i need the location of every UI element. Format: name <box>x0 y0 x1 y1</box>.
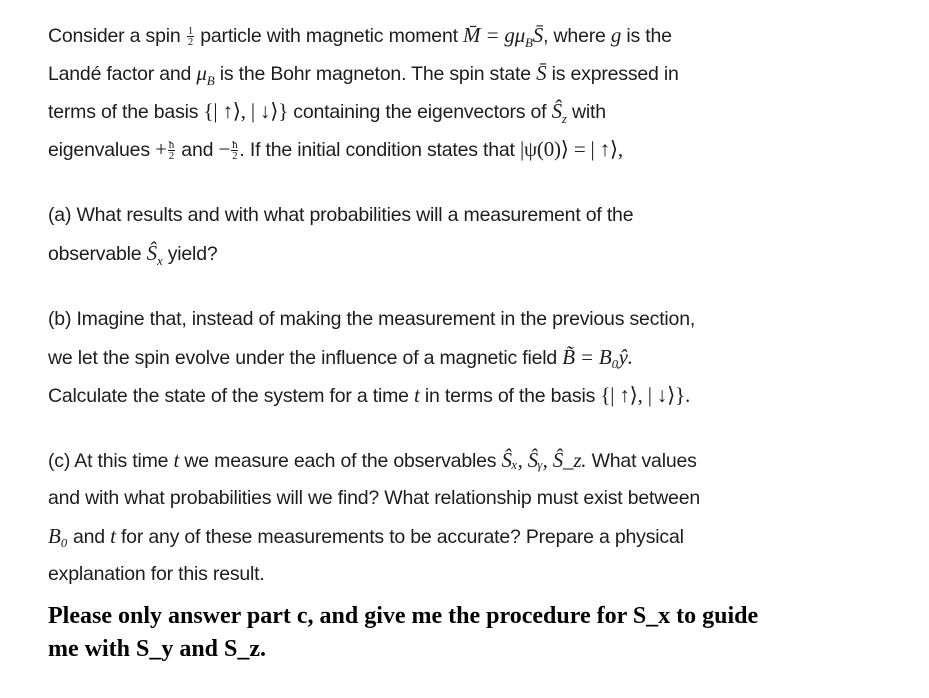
request-line-2: me with S_y and S_z. <box>48 636 267 662</box>
intro-line-3 <box>48 92 908 130</box>
part-c-line-4 <box>48 555 908 593</box>
time-variable: t <box>110 524 116 548</box>
user-request <box>48 600 908 666</box>
b0-variable: B₀ <box>48 524 68 548</box>
observables-list: Ŝₓ, Ŝᵧ, Ŝ_z. <box>501 448 587 472</box>
time-variable: t <box>414 383 420 407</box>
plus-sign: + <box>155 137 167 161</box>
part-c-text: for any of these measurements to be accurate? Prepare a physical <box>120 526 684 548</box>
intro-text: terms of the basis <box>48 101 199 123</box>
intro-text: Landé factor and <box>48 63 192 85</box>
basis-set: {| ↑⟩, | ↓⟩} <box>203 99 289 123</box>
part-a-line-1 <box>48 196 908 234</box>
part-c-text: (c) At this time <box>48 450 169 472</box>
basis-set: {| ↑⟩, | ↓⟩}. <box>600 383 690 407</box>
intro-line-2 <box>48 54 908 92</box>
half-fraction: $\frac{1}{2}$ <box>187 25 194 49</box>
intro-line-4 <box>48 130 908 168</box>
part-a-line-2 <box>48 234 908 272</box>
intro-paragraph <box>48 16 908 168</box>
part-b-line-2 <box>48 338 908 376</box>
intro-text: , where <box>543 25 606 47</box>
magnetic-field-eq: B̃ = B₀ŷ. <box>562 345 633 369</box>
part-c-text: explanation for this result. <box>48 563 265 585</box>
part-c-text: and <box>72 526 105 548</box>
part-b-paragraph <box>48 300 908 414</box>
initial-state: |ψ(0)⟩ = | ↑⟩, <box>519 137 623 161</box>
part-a-paragraph <box>48 196 908 272</box>
intro-text: eigenvalues <box>48 139 150 161</box>
part-c-text: and with what probabilities will we find? What relationship must exist between <box>48 487 701 509</box>
part-b-text: Calculate the state of the system for a time <box>48 385 409 407</box>
part-b-line-3 <box>48 376 908 414</box>
part-a-text: observable <box>48 243 142 265</box>
part-a-text: (a) What results and with what probabilities will a measurement of the <box>48 204 634 226</box>
intro-text: is the Bohr magneton. The spin state <box>219 63 531 85</box>
part-b-line-1 <box>48 300 908 338</box>
bohr-magneton: $\mu_B$ <box>196 61 215 89</box>
part-c-paragraph <box>48 441 908 593</box>
intro-text: is expressed in <box>551 63 679 85</box>
part-c-line-2 <box>48 479 908 517</box>
part-b-text: in terms of the basis <box>424 385 596 407</box>
intro-text: . If the initial condition states that <box>239 139 515 161</box>
intro-text: particle with magnetic moment <box>200 25 458 47</box>
part-c-line-3 <box>48 517 908 555</box>
part-c-text: What values <box>591 450 697 472</box>
part-b-text: (b) Imagine that, instead of making the measurement in the previous section, <box>48 308 696 330</box>
part-b-text: we let the spin evolve under the influence of a magnetic field <box>48 347 558 369</box>
hbar-half-fraction: $\frac{ħ}{2}$ <box>168 139 175 163</box>
hbar-half-fraction: $\frac{ħ}{2}$ <box>232 139 238 163</box>
part-c-line-1 <box>48 441 908 479</box>
spin-vector: S̄ <box>536 61 547 85</box>
minus-sign: − <box>218 137 231 161</box>
part-a-text: yield? <box>167 243 218 265</box>
intro-text: is the <box>626 25 672 47</box>
intro-text: with <box>572 101 606 123</box>
magnetic-moment-eq: M̄ = $g\mu_BS̄$ <box>463 23 544 51</box>
sx-operator: $Ŝ_x$ <box>146 241 163 269</box>
sz-operator: $Ŝ_z$ <box>551 99 567 127</box>
time-variable: t <box>173 448 180 472</box>
part-c-text: we measure each of the observables <box>184 450 497 472</box>
intro-line-1 <box>48 16 908 54</box>
intro-text: and <box>181 139 214 161</box>
request-line-1: Please only answer part c, and give me the procedure for S_x to guide <box>48 603 759 629</box>
intro-text: containing the eigenvectors of <box>293 101 547 123</box>
intro-text: Consider a spin <box>48 25 181 47</box>
lande-g: g <box>610 23 622 47</box>
